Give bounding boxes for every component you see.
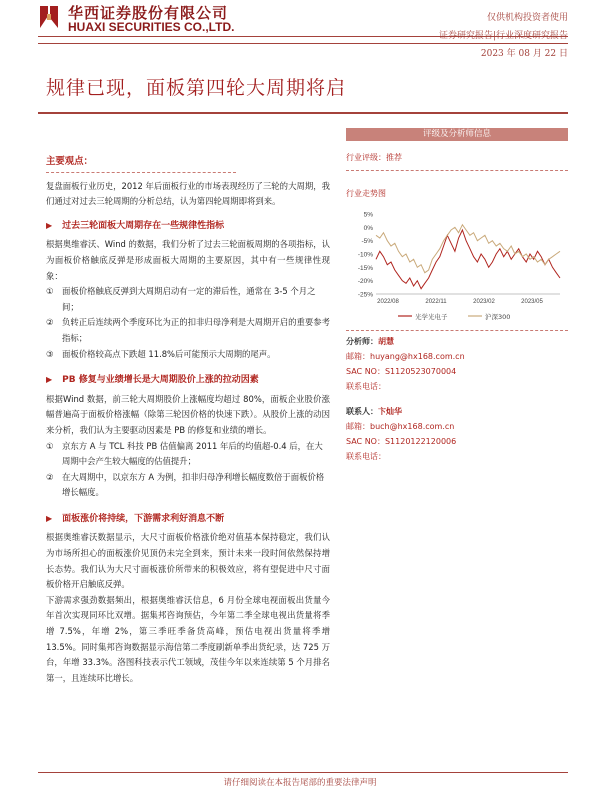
y-tick-label: -20% — [357, 278, 373, 286]
section-paragraph: 根据Wind 数据，前三轮大周期股价上涨幅度均超过 80%，面板企业股价涨幅普遍高于面板价格涨幅（除第三轮因价格的快速下跌）。从股价上涨的动因来分析，我们认为主要驱动因素是 PB 的修复和业绩的增长。 — [46, 393, 330, 435]
sidebar-heading: 评级及分析师信息 — [346, 128, 568, 141]
huaxi-logo-icon — [38, 4, 60, 30]
main-points-label: 主要观点： — [46, 154, 236, 173]
header-divider-2 — [38, 43, 568, 44]
y-tick-label: -10% — [357, 251, 373, 259]
section-heading: ▶ PB 修复与业绩增长是大周期股价上涨的拉动因素 — [46, 375, 259, 386]
list-item: ① 面板价格触底反弹到大周期启动有一定的滞后性，通常在 3-5 个月之间； — [46, 286, 316, 312]
industry-trend-chart — [346, 206, 568, 324]
intro-paragraph: 复盘面板行业历史，2012 年后面板行业的市场表现经历了三轮的大周期，我们通过对过去三轮周期的分析总结，认为第四轮周期即将到来。 — [46, 180, 330, 207]
industry-rating: 行业评级：推荐 — [346, 153, 402, 162]
legal-notice: 请仔细阅读在本报告尾部的重要法律声明 — [223, 778, 377, 788]
report-title: 规律已现，面板第四轮大周期将启 — [46, 77, 347, 99]
triangle-bullet-icon: ▶ — [46, 375, 53, 385]
sidebar-divider — [346, 330, 568, 331]
report-date: 2023 年 08 月 22 日 — [480, 49, 568, 59]
x-tick-label: 2022/08 — [377, 299, 399, 305]
audience-note: 仅供机构投资者使用 — [486, 13, 568, 23]
section-2 — [46, 372, 330, 501]
y-tick-label: -15% — [357, 264, 373, 272]
list-item: ① 京东方 A 与 TCL 科技 PB 估值偏离 2011 年后的均值超-0.4 后，在大周期中会产生较大幅度的估值提升； — [46, 440, 323, 467]
series-line-1 — [376, 230, 560, 289]
legend-label: 光学光电子 — [415, 313, 448, 321]
section-heading: ▶ 面板涨价将持续，下游需求利好消息不断 — [46, 513, 225, 524]
section-paragraph: 根据奥维睿沃、Wind 的数据，我们分析了过去三轮面板周期的各项指标，认为面板价格触底反弹是形成面板大周期的主要原因，其中有一些规律性现象： — [46, 239, 330, 281]
x-tick-label: 2023/02 — [473, 299, 495, 305]
y-tick-label: 0% — [363, 224, 373, 232]
legend-label: 沪深300 — [485, 313, 511, 321]
triangle-bullet-icon: ▶ — [46, 220, 53, 230]
y-tick-label: 5% — [363, 211, 373, 219]
main-body — [46, 148, 330, 686]
triangle-bullet-icon: ▶ — [46, 513, 53, 523]
sidebar-divider — [346, 170, 568, 171]
section-3 — [46, 511, 330, 687]
x-tick-label: 2023/05 — [521, 299, 543, 305]
section-heading: ▶ 过去三轮面板大周期存在一些规律性指标 — [46, 220, 225, 231]
section-paragraph: 下游需求强劲数据频出，根据奥维睿沃信息，6 月份全球电视面板出货量今年首次实现同环比双增。据集邦咨询预估，今年第二季全球电视出货量将季增 7.5%，年增 2%，第三季旺季备货高峰，预估电视出货量将季增 13.5%。同时集邦咨询数据显示海信第二季度刷新单季出货纪录，达 725 万台，年增 33.3%。洛图科技表示代工领域，茂佳今年以来连续第 5 个月排名第一，且连续环比增长。 — [46, 594, 330, 683]
list-item: ② 负转正后连续两个季度环比为正的扣非归母净利是大周期开启的重要参考指标； — [46, 317, 330, 343]
analyst-2: 联系人：卞灿华 邮箱：buch@hx168.com.cn SAC NO：S1120122120006 联系电话： — [346, 407, 457, 461]
section-1 — [46, 218, 330, 362]
brand-name-cn: 华西证券股份有限公司 — [68, 4, 229, 22]
section-paragraph: 根据奥维睿沃数据显示，大尺寸面板价格涨价绝对值基本保持稳定，我们认为市场所担心的面板涨价见顶仍未完全到来，预计未来一段时间依然保持增长态势。我们认为大尺寸面板涨价所带来的积极效应，将有望促进中尺寸面板价格开启触底反弹。 — [46, 532, 330, 590]
title-divider — [38, 112, 568, 114]
footer-divider — [38, 772, 568, 773]
trend-chart-label: 行业走势图 — [346, 189, 386, 198]
analyst-1: 分析师：胡慧 邮箱：huyang@hx168.com.cn SAC NO：S1120523070004 联系电话： — [346, 337, 465, 391]
x-tick-label: 2022/11 — [425, 299, 447, 305]
y-tick-label: -25% — [357, 291, 373, 299]
series-line-2 — [376, 225, 560, 273]
y-tick-label: -5% — [361, 238, 373, 246]
brand-name-en: HUAXI SECURITIES CO.,LTD. — [68, 20, 235, 34]
list-item: ③ 面板价格较高点下跌超 11.8%后可能预示大周期的尾声。 — [46, 348, 276, 359]
list-item: ② 在大周期中，以京东方 A 为例，扣非归母净利增长幅度数倍于面板价格增长幅度。 — [46, 471, 325, 498]
report-type: 证券研究报告|行业深度研究报告 — [438, 31, 568, 41]
